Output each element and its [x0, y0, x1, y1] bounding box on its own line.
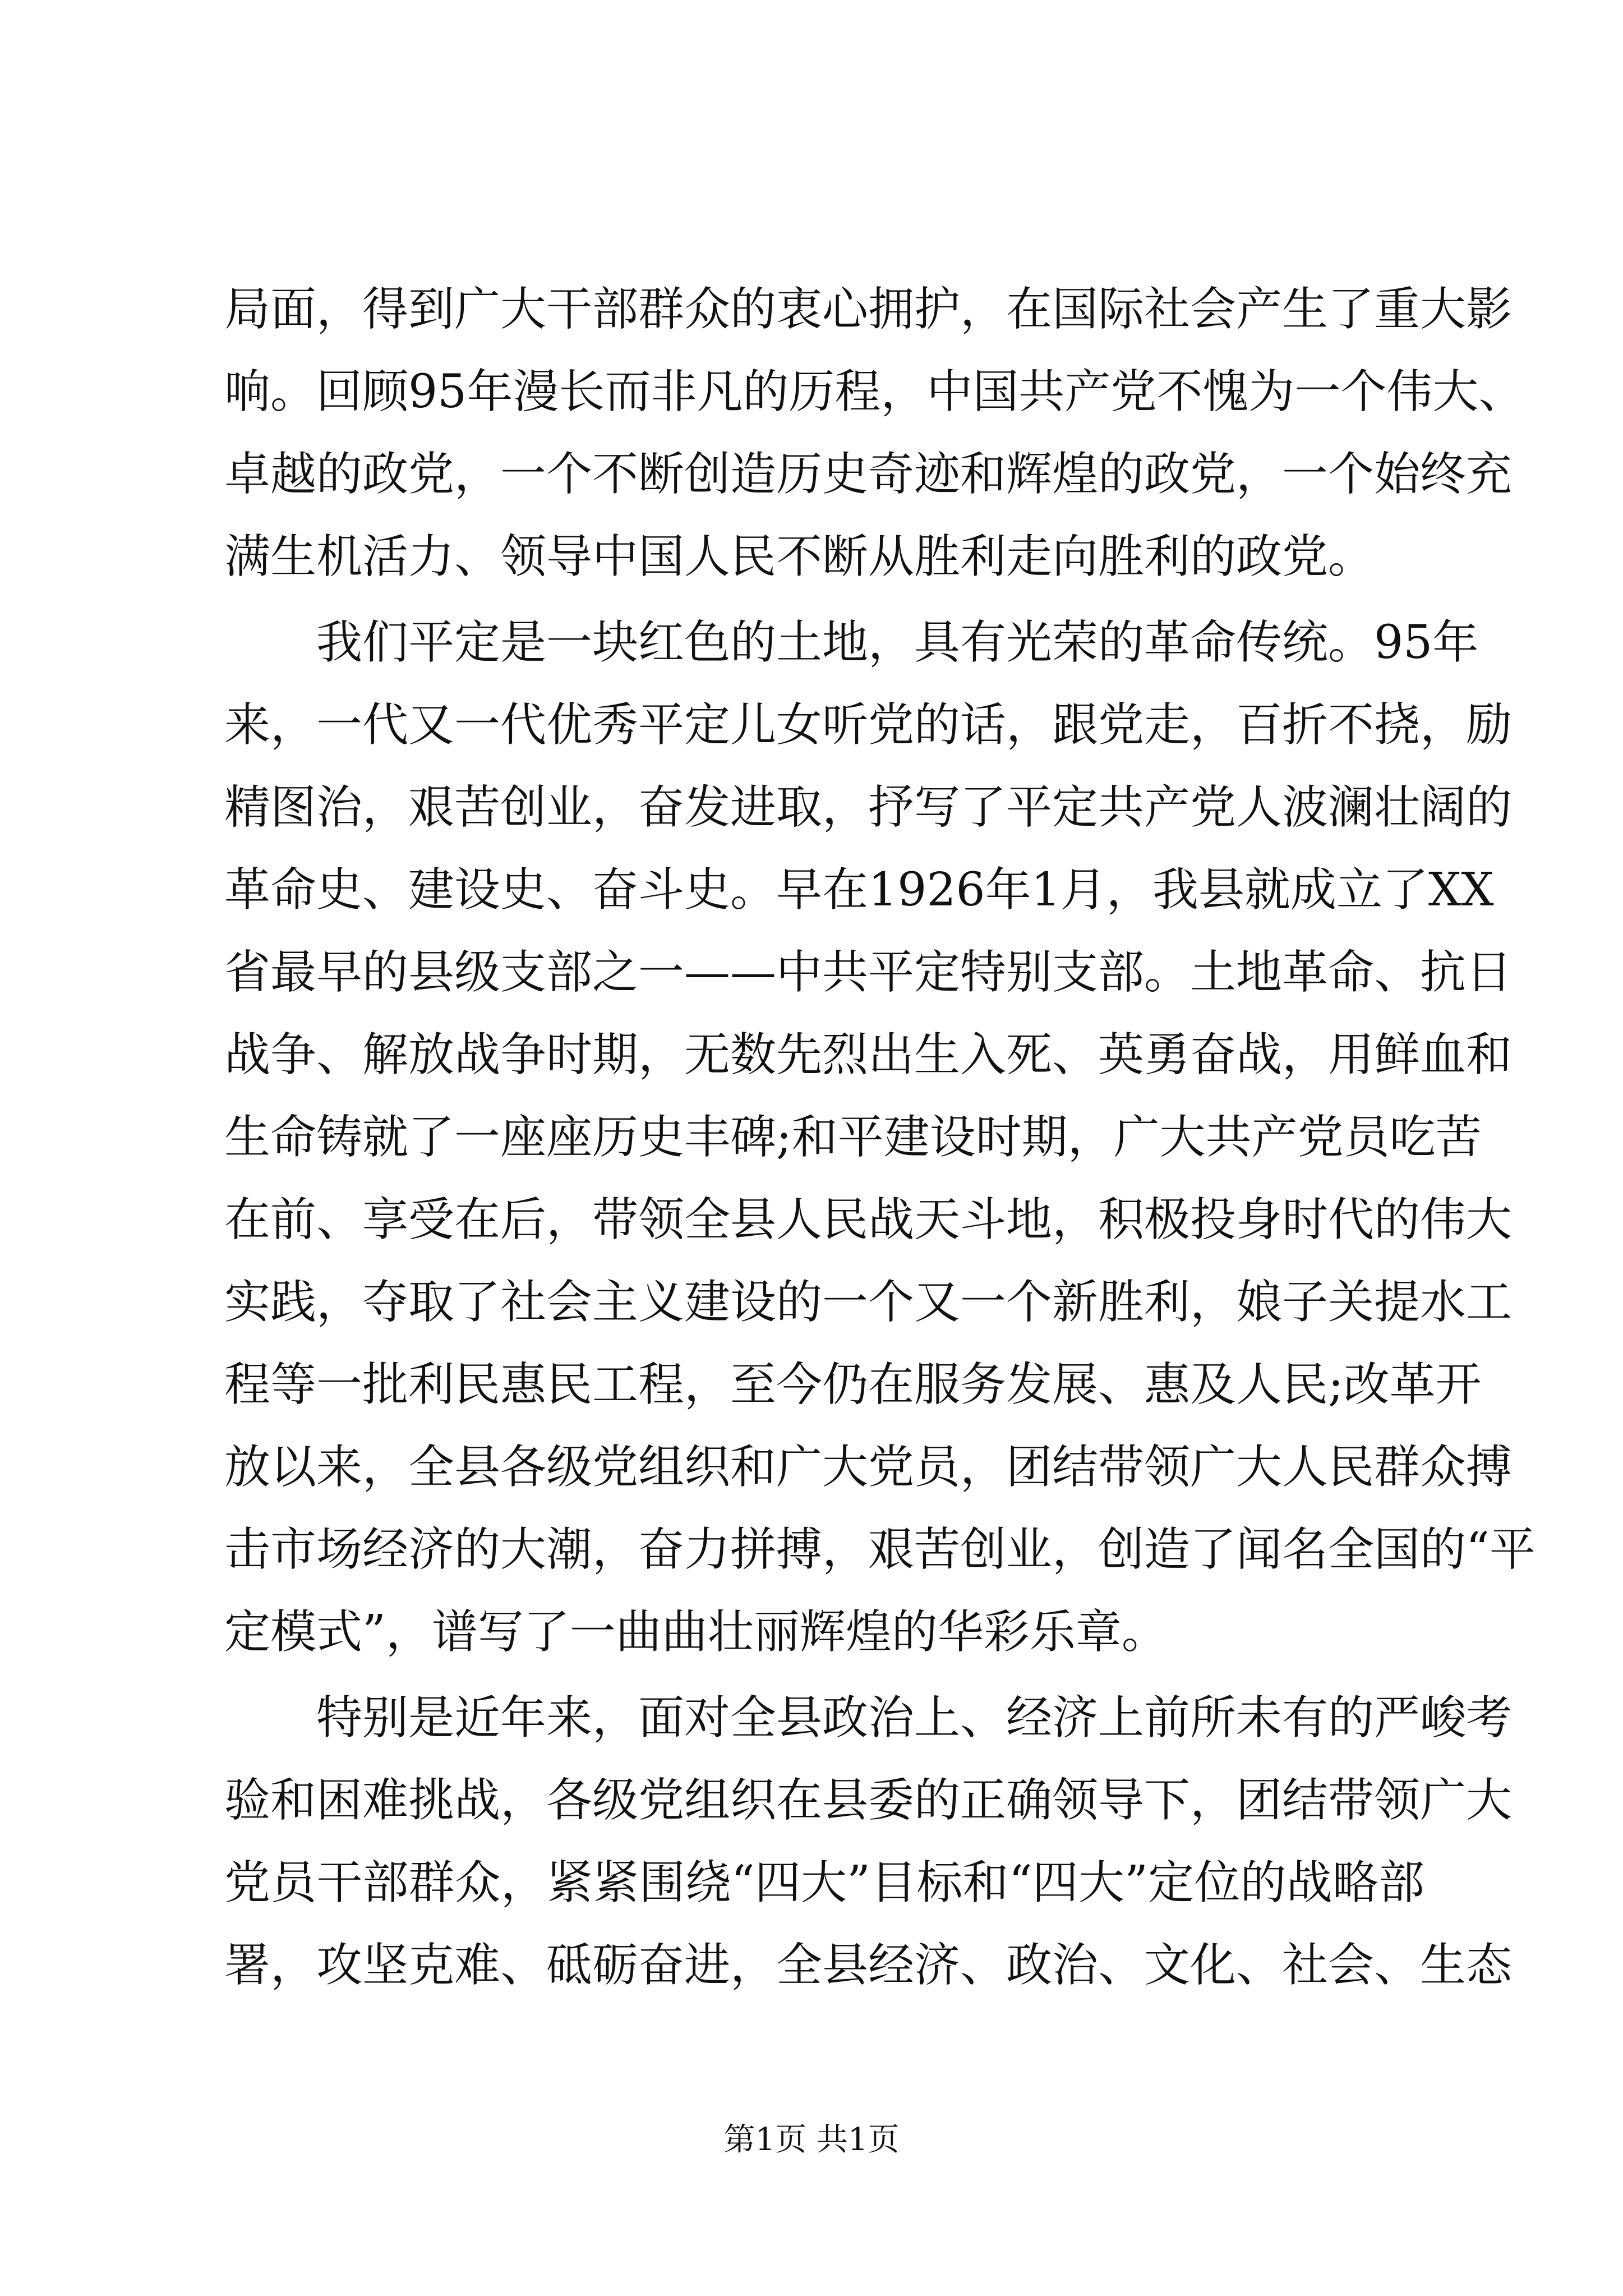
text-line: 验和困难挑战，各级党组织在县委的正确领导下，团结带领广大	[224, 1774, 1513, 1827]
text-line: 革命史、建设史、奋斗史。早在1926年1月，我县就成立了XX	[224, 863, 1494, 917]
text-line: 精图治，艰苦创业，奋发进取，抒写了平定共产党人波澜壮阔的	[224, 781, 1513, 834]
page-footer	[0, 2115, 1623, 2160]
text-line: 实践，夺取了社会主义建设的一个又一个新胜利，娘子关提水工	[224, 1276, 1513, 1329]
text-line: 来，一代又一代优秀平定儿女听党的话，跟党走，百折不挠，励	[224, 698, 1513, 752]
text-line: 我们平定是一块红色的土地，具有光荣的革命传统。95年	[316, 616, 1479, 669]
text-line: 定模式”，谱写了一曲曲壮丽辉煌的华彩乐章。	[224, 1605, 1168, 1659]
paragraph-2	[224, 601, 1536, 1673]
paragraph-3	[224, 1677, 1513, 2007]
text-line: 满生机活力、领导中国人民不断从胜利走向胜利的政党。	[224, 530, 1375, 583]
text-line: 省最早的县级支部之一——中共平定特别支部。土地革命、抗日	[224, 946, 1513, 999]
text-line: 署，攻坚克难、砥砺奋进，全县经济、政治、文化、社会、生态	[224, 1939, 1513, 1992]
text-line: 响。回顾95年漫长而非凡的历程，中国共产党不愧为一个伟大、	[224, 365, 1525, 418]
text-line: 党员干部群众，紧紧围绕“四大”目标和“四大”定位的战略部	[224, 1856, 1424, 1910]
page-number-label: 第1页 共1页	[723, 2122, 900, 2158]
text-line: 程等一批利民惠民工程，至今仍在服务发展、惠及人民;改革开	[224, 1358, 1482, 1411]
text-line: 放以来，全县各级党组织和广大党员，团结带领广大人民群众搏	[224, 1441, 1513, 1494]
text-line: 特别是近年来，面对全县政治上、经济上前所未有的严峻考	[316, 1691, 1513, 1745]
text-line: 击市场经济的大潮，奋力拼搏，艰苦创业，创造了闻名全国的“平	[224, 1523, 1536, 1576]
document-body	[224, 268, 1536, 2007]
text-line: 在前、享受在后，带领全县人民战天斗地，积极投身时代的伟大	[224, 1193, 1513, 1246]
text-line: 战争、解放战争时期，无数先烈出生入死、英勇奋战，用鲜血和	[224, 1028, 1513, 1082]
paragraph-1	[224, 268, 1525, 598]
text-line: 卓越的政党，一个不断创造历史奇迹和辉煌的政党，一个始终充	[224, 448, 1513, 501]
text-line: 局面，得到广大干部群众的衷心拥护，在国际社会产生了重大影	[224, 283, 1513, 336]
text-line: 生命铸就了一座座历史丰碑;和平建设时期，广大共产党员吃苦	[224, 1111, 1482, 1164]
